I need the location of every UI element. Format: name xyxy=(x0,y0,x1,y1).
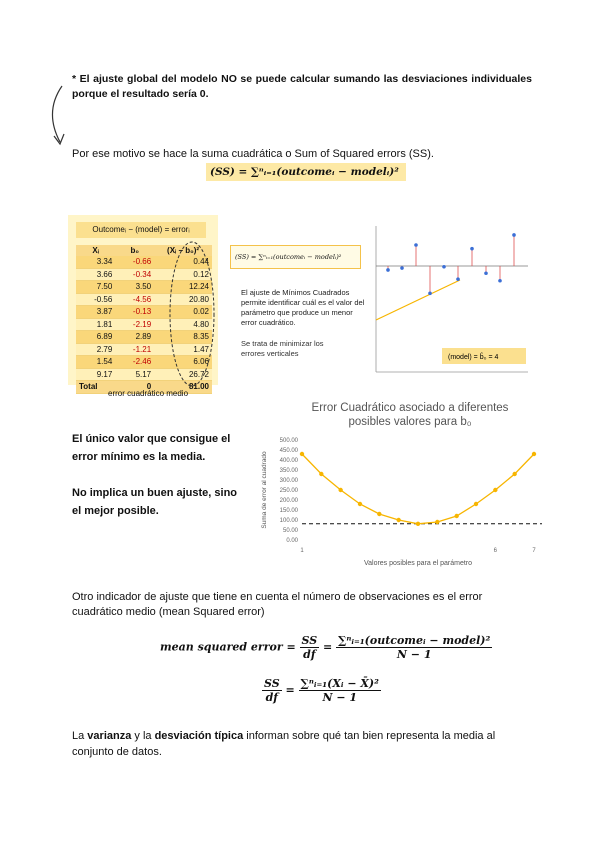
mean-minimum-text: El único valor que consigue el error mínimo es la media. xyxy=(72,433,231,463)
col-sq: (Xᵢ − b₀)² xyxy=(154,245,212,256)
x-tick-label: 1 xyxy=(300,548,304,554)
model-label: (model) = b̂₀ = 4 xyxy=(448,354,499,361)
table-cell: 2.89 xyxy=(115,331,154,344)
ss-intro: Por ese motivo se hace la suma cuadrática o Sum of Squared errors (SS). xyxy=(72,148,434,160)
error-point xyxy=(416,522,420,526)
scatter-point xyxy=(428,292,432,296)
table-title: Outcomeᵢ − (model) = errorᵢ xyxy=(76,222,206,238)
scatter-point xyxy=(470,247,474,251)
error-point xyxy=(474,502,478,506)
variance-equation: $\frac{SS}{df}$ = $\frac{\text{∑ⁿᵢ₌₁(Xᵢ − X̄)²}}{N - 1}$ xyxy=(264,677,379,704)
table-cell: 8.35 xyxy=(154,331,212,344)
mse-den: N − 1 xyxy=(396,648,432,661)
orange-fit-line xyxy=(376,280,460,320)
table-cell: 3.50 xyxy=(115,281,154,294)
table-cell: 0.02 xyxy=(154,306,212,319)
mse-df: df xyxy=(303,648,316,661)
var-ss: SS xyxy=(264,677,280,690)
scatter-point xyxy=(498,279,502,283)
error-curve xyxy=(302,454,534,524)
scatter-point xyxy=(386,268,390,272)
scatter-point xyxy=(456,277,460,281)
table-cell: 3.87 xyxy=(76,306,115,319)
table-cell: 9.17 xyxy=(76,368,115,381)
x-axis-label: Valores posibles para el parámetro xyxy=(363,560,473,567)
error-point xyxy=(512,472,516,476)
scatter-point xyxy=(484,271,488,275)
scatter-point xyxy=(512,233,516,237)
mse-lhs: mean squared error = xyxy=(160,640,296,654)
error-point xyxy=(358,502,362,506)
table-cell: -0.13 xyxy=(115,306,154,319)
error-point xyxy=(435,520,439,524)
table-cell: 12.24 xyxy=(154,281,212,294)
intro-paragraph: * El ajuste global del modelo NO se puede calcular sumando las desviaciones individuales porque el resultado sería 0. xyxy=(72,73,532,100)
closing-varianza: varianza xyxy=(87,730,132,742)
error-point xyxy=(493,488,497,492)
curved-arrow-icon xyxy=(40,82,80,152)
x-tick-label: 6 xyxy=(493,548,498,554)
closing-mid: y la xyxy=(131,730,155,742)
error-point xyxy=(319,472,323,476)
table-cell: -4.56 xyxy=(115,293,154,306)
y-tick-label: 500.00 xyxy=(279,438,298,444)
table-cell: 20.80 xyxy=(154,293,212,306)
y-tick-label: 300.00 xyxy=(279,478,298,484)
table-cell: 0.12 xyxy=(154,268,212,281)
table-cell: -1.21 xyxy=(115,343,154,356)
y-tick-label: 450.00 xyxy=(279,448,298,454)
squared-error-chart xyxy=(254,430,544,570)
closing-desviacion: desviación típica xyxy=(154,730,244,742)
table-cell: -0.66 xyxy=(115,256,154,268)
error-point xyxy=(300,452,304,456)
table-cell: -0.56 xyxy=(76,293,115,306)
table-cell: 7.50 xyxy=(76,281,115,294)
table-cell: 6.06 xyxy=(154,356,212,369)
dashed-ellipse xyxy=(166,238,218,390)
y-axis-label: Suma de error al cuadrado xyxy=(261,451,268,529)
y-tick-label: 400.00 xyxy=(279,458,298,464)
residual-scatter-plot xyxy=(368,222,530,382)
mse-ss: SS xyxy=(301,634,318,647)
y-tick-label: 350.00 xyxy=(279,468,298,474)
table-cell: 3.34 xyxy=(76,256,115,268)
table-cell: 1.81 xyxy=(76,318,115,331)
y-tick-label: 150.00 xyxy=(279,508,298,514)
x-tick-label: 7 xyxy=(532,548,536,554)
error-point xyxy=(532,452,536,456)
table-cell: 5.17 xyxy=(115,368,154,381)
ss-box-formula: (SS) = ∑ⁿᵢ₌₁(outcomeᵢ − modelᵢ)² xyxy=(230,245,361,269)
y-tick-label: 100.00 xyxy=(279,518,298,524)
error-point xyxy=(396,518,400,522)
total-cell: 81.00 xyxy=(154,381,212,394)
table-cell: 6.89 xyxy=(76,331,115,344)
var-den: N − 1 xyxy=(322,691,358,704)
table-cell: -2.46 xyxy=(115,356,154,369)
mse-num: ∑ⁿᵢ₌₁(outcomeᵢ − model)² xyxy=(338,634,491,647)
table-cell: 0.44 xyxy=(154,256,212,268)
scatter-point xyxy=(414,243,418,247)
total-cell: 0 xyxy=(115,381,154,394)
chart-title: Error Cuadrático asociado a diferentes posibles valores para b₀ xyxy=(311,402,509,428)
scatter-point xyxy=(400,266,404,270)
closing-paragraph xyxy=(72,728,532,760)
col-xi: Xᵢ xyxy=(76,245,115,256)
total-cell: Total xyxy=(76,381,115,394)
table-cell: 1.54 xyxy=(76,356,115,369)
y-tick-label: 200.00 xyxy=(279,498,298,504)
mse-equation: mean squared error = $\frac{SS}{df}$ = $\frac{\text{∑ⁿᵢ₌₁(outcomeᵢ − model)²}}{N - 1}$ xyxy=(160,634,491,661)
table-cell: 4.80 xyxy=(154,318,212,331)
table-cell: -0.34 xyxy=(115,268,154,281)
y-tick-label: 250.00 xyxy=(279,488,298,494)
scatter-point xyxy=(442,265,446,269)
table-caption: error cuadrático medio xyxy=(108,389,189,398)
table-cell: 2.79 xyxy=(76,343,115,356)
least-squares-note: El ajuste de Mínimos Cuadrados permite identificar cuál es el valor del parámetro que produce un menor error cuadrático. xyxy=(241,288,365,327)
var-num: ∑ⁿᵢ₌₁(Xᵢ − X̄)² xyxy=(300,677,379,690)
ss-formula: (SS) = ∑ⁿᵢ₌₁(outcomeᵢ − modelᵢ)² xyxy=(206,163,406,181)
least-squares-note-2: Se trata de minimizar los errores verticales xyxy=(241,339,324,358)
error-point xyxy=(377,512,381,516)
closing-pre: La xyxy=(72,730,88,742)
best-fit-text: No implica un buen ajuste, sino el mejor posible. xyxy=(72,487,238,517)
var-df: df xyxy=(265,691,279,704)
y-tick-label: 50.00 xyxy=(282,528,298,534)
y-tick-label: 0.00 xyxy=(286,538,298,544)
table-cell: -2.19 xyxy=(115,318,154,331)
col-b0: b₀ xyxy=(115,245,154,256)
mse-intro: Otro indicador de ajuste que tiene en cuenta el número de observaciones es el error cuadrático medio (mean Squared error) xyxy=(72,591,483,618)
error-point xyxy=(454,514,458,518)
table-cell: 3.66 xyxy=(76,268,115,281)
error-point xyxy=(338,488,342,492)
closing-post: informan sobre qué tan bien representa la media al conjunto de datos. xyxy=(72,730,496,758)
table-cell: 1.47 xyxy=(154,343,212,356)
table-cell: 26.72 xyxy=(154,368,212,381)
